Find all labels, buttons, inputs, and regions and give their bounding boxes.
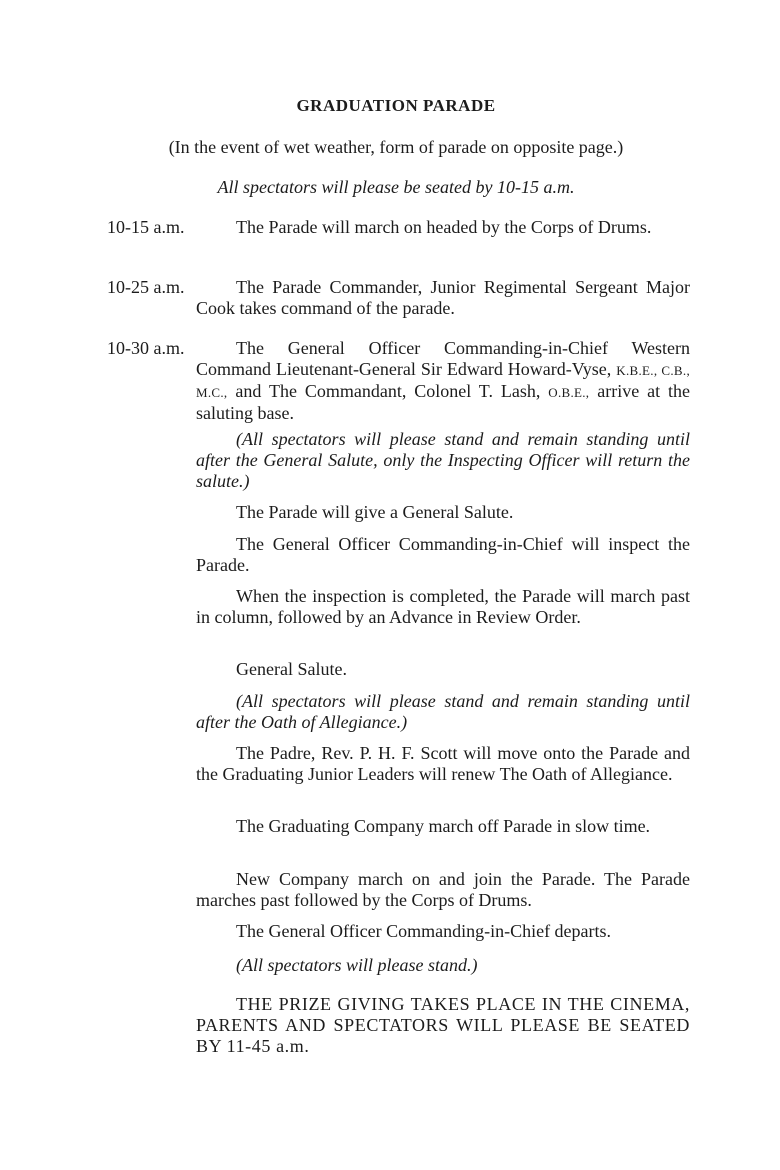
paragraph: New Company march on and join the Parade. The Parade marches past followed by the Corps of Drums. xyxy=(196,869,690,910)
paragraph: The Graduating Company march off Parade in slow time. xyxy=(236,816,651,836)
honours-text: K.B.E., C.B., M.C., xyxy=(196,363,690,400)
schedule-text xyxy=(196,338,690,424)
spectator-instruction: (All spectators will please stand.) xyxy=(236,955,478,975)
schedule-entry-1015 xyxy=(107,217,690,238)
paragraph: The General Officer Commanding-in-Chief will inspect the Parade. xyxy=(196,534,690,575)
spectator-instruction: (All spectators will please stand and remain standing until after the General Salute, only the Inspecting Officer will return the salute.) xyxy=(196,429,690,491)
paragraph: When the inspection is completed, the Parade will march past in column, followed by an Advance in Review Order. xyxy=(196,586,690,627)
schedule-text-part: The General Officer Commanding-in-Chief Western Command Lieutenant-General Sir Edward Howard-Vyse, xyxy=(196,338,690,379)
paragraph: General Salute. xyxy=(236,659,347,679)
schedule-text: The Parade will march on headed by the Corps of Drums. xyxy=(236,217,652,237)
schedule-time: 10-30 a.m. xyxy=(107,338,185,358)
page-title: GRADUATION PARADE xyxy=(296,96,496,115)
schedule-time: 10-25 a.m. xyxy=(107,277,185,297)
schedule-entry-1025 xyxy=(107,277,690,319)
honours-text: O.B.E., xyxy=(548,385,590,400)
wet-weather-note: (In the event of wet weather, form of parade on opposite page.) xyxy=(168,137,624,157)
spectator-instruction: (All spectators will please stand and remain standing until after the Oath of Allegiance.) xyxy=(196,691,690,732)
paragraph: The General Officer Commanding-in-Chief departs. xyxy=(236,921,612,941)
paragraph: The Parade will give a General Salute. xyxy=(236,502,514,522)
schedule-text-part: arrive at the saluting base. xyxy=(196,381,691,423)
schedule-text-part: and The Commandant, Colonel T. Lash, xyxy=(235,381,541,401)
schedule-entry-1030 xyxy=(107,338,690,424)
schedule-time: 10-15 a.m. xyxy=(107,217,185,237)
schedule-text: The Parade Commander, Junior Regimental Sergeant Major Cook takes command of the parade. xyxy=(196,277,690,318)
prize-giving-notice: THE PRIZE GIVING TAKES PLACE IN THE CINEMA, PARENTS AND SPECTATORS WILL PLEASE BE SEATED BY 11-45 a.m. xyxy=(196,994,690,1056)
seating-note: All spectators will please be seated by 10-15 a.m. xyxy=(217,177,575,197)
paragraph: The Padre, Rev. P. H. F. Scott will move onto the Parade and the Graduating Junior Leaders will renew The Oath of Allegiance. xyxy=(196,743,690,784)
